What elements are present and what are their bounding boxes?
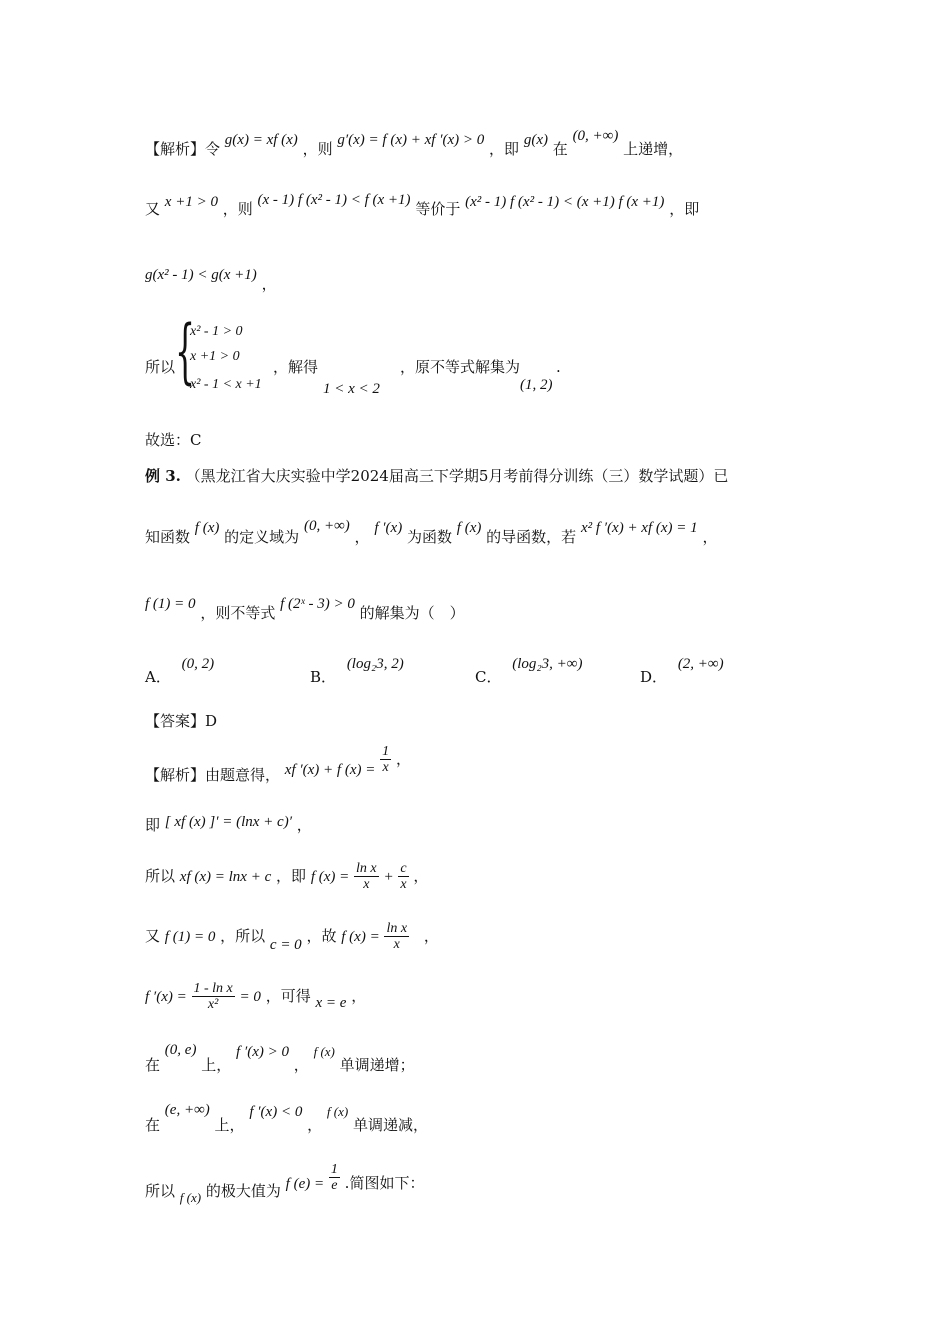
text: ， bbox=[702, 528, 718, 546]
math-g-prime: g′(x) = f (x) + xf ′(x) > 0 bbox=[337, 132, 485, 148]
solution-range: 1 < x < 2 bbox=[323, 381, 380, 397]
fraction bbox=[354, 862, 379, 892]
solution-line-2 bbox=[145, 814, 312, 834]
numerator: ln x bbox=[356, 861, 377, 876]
denominator: x bbox=[400, 877, 407, 892]
math-fprime: f ′(x) < 0 bbox=[249, 1104, 303, 1120]
text: 在 bbox=[145, 1116, 161, 1134]
math-fpx: f ′(x) bbox=[374, 520, 403, 536]
solution-line-7 bbox=[145, 1102, 428, 1134]
denominator: e bbox=[331, 1178, 338, 1193]
text: ， bbox=[423, 927, 439, 945]
example-source: （黑龙江省大庆实验中学2024届高三下学期5月考前得分训练（三）数学试题）已 bbox=[185, 467, 729, 485]
math-fx: f (x) bbox=[179, 1190, 202, 1205]
text: 又 bbox=[145, 200, 161, 218]
option-c[interactable] bbox=[475, 656, 583, 687]
answer-line: 【答案】D bbox=[145, 712, 218, 730]
math-derivative: [ xf (x) ]′ = (lnx + c)′ bbox=[164, 814, 292, 830]
text: 上递增， bbox=[623, 140, 684, 158]
math-inequality: f (2ˣ - 3) > 0 bbox=[280, 596, 355, 612]
plus: + bbox=[383, 869, 394, 885]
option-letter: B． bbox=[310, 668, 337, 686]
math-interval: (0, e) bbox=[164, 1042, 197, 1058]
system-eq-1: x² - 1 > 0 bbox=[190, 324, 243, 339]
solution-line-3 bbox=[145, 862, 428, 902]
numerator: c bbox=[400, 861, 407, 876]
option-d[interactable] bbox=[640, 656, 724, 687]
numerator: 1 bbox=[330, 1162, 338, 1177]
math-lhs: f (x) = bbox=[341, 929, 380, 945]
solution-line-8 bbox=[145, 1163, 424, 1203]
math-fx: f (x) bbox=[313, 1044, 335, 1059]
math-c0: c = 0 bbox=[269, 937, 302, 953]
text: 知函数 bbox=[145, 528, 191, 546]
option-value: (0, 2) bbox=[181, 656, 215, 672]
solution-line-1 bbox=[145, 745, 411, 785]
text: 单调递增； bbox=[339, 1056, 415, 1074]
math-interval: (0, +∞) bbox=[572, 128, 619, 144]
text: ， bbox=[296, 816, 312, 834]
analysis-line-3 bbox=[145, 267, 277, 293]
fraction bbox=[398, 862, 408, 892]
text: 在 bbox=[552, 140, 568, 158]
denominator: x bbox=[382, 760, 389, 775]
text: 上， bbox=[201, 1056, 232, 1074]
numerator: 1 bbox=[382, 744, 390, 759]
solution-line-6 bbox=[145, 1042, 415, 1074]
solution-line-4 bbox=[145, 922, 439, 962]
math-equation: x² f ′(x) + xf (x) = 1 bbox=[580, 520, 698, 536]
text: ，即 bbox=[489, 140, 520, 158]
math-fx: f (x) bbox=[326, 1104, 349, 1119]
text: ，则 bbox=[302, 140, 333, 158]
solution-set: (1, 2) bbox=[520, 377, 553, 393]
system-eq-2: x +1 > 0 bbox=[190, 349, 240, 364]
fraction bbox=[329, 1163, 340, 1193]
math-lhs: xf ′(x) + f (x) = bbox=[284, 762, 376, 778]
text: ，即 bbox=[669, 200, 700, 218]
math-g-def: g(x) = xf (x) bbox=[224, 132, 298, 148]
text: ，解得 bbox=[273, 358, 319, 376]
math-fprime: f ′(x) > 0 bbox=[236, 1044, 289, 1060]
text: ，则不等式 bbox=[200, 604, 276, 622]
option-value: (log₂3, +∞) bbox=[512, 656, 583, 672]
math-fx: f (x) bbox=[194, 520, 220, 536]
fraction bbox=[384, 922, 409, 952]
text: 【解析】由题意得， bbox=[145, 766, 281, 784]
text: 的解集为（ ） bbox=[359, 604, 465, 622]
math-lhs: f ′(x) = bbox=[145, 989, 187, 1005]
math-xe: x = e bbox=[315, 995, 347, 1011]
text: 所以 bbox=[145, 358, 176, 376]
denominator: x² bbox=[207, 997, 219, 1012]
denominator: x bbox=[363, 877, 370, 892]
text: 所以 bbox=[145, 867, 176, 885]
option-letter: D． bbox=[640, 668, 668, 686]
text: ， bbox=[413, 867, 429, 885]
system-eq-3: x² - 1 < x +1 bbox=[190, 377, 262, 392]
text: 在 bbox=[145, 1056, 161, 1074]
example-label: 例 3. bbox=[145, 467, 181, 485]
option-letter: A． bbox=[145, 668, 171, 686]
analysis-line-2 bbox=[145, 192, 700, 218]
text: ， bbox=[261, 275, 277, 293]
math-cond: x +1 > 0 bbox=[164, 194, 218, 210]
text: 所以 bbox=[145, 1182, 176, 1200]
math-gx: g(x) bbox=[523, 132, 548, 148]
denominator: x bbox=[393, 937, 400, 952]
option-value: (log₂3, 2) bbox=[346, 656, 404, 672]
text: 的定义域为 bbox=[224, 528, 300, 546]
text: 又 bbox=[145, 927, 161, 945]
choice-line: 故选：C bbox=[145, 431, 202, 449]
example-3-line-3 bbox=[145, 596, 465, 622]
text: .简图如下： bbox=[344, 1174, 425, 1192]
text: ， bbox=[307, 1116, 323, 1134]
text: 上， bbox=[214, 1116, 245, 1134]
example-3-line-2 bbox=[145, 518, 718, 546]
math-interval: (e, +∞) bbox=[164, 1102, 210, 1118]
option-a[interactable] bbox=[145, 656, 215, 687]
solution-line-5 bbox=[145, 982, 366, 1022]
option-b[interactable] bbox=[310, 656, 404, 687]
option-value: (2, +∞) bbox=[677, 656, 724, 672]
text: ，即 bbox=[276, 867, 307, 885]
text: 的导函数，若 bbox=[486, 528, 577, 546]
fraction bbox=[380, 745, 391, 775]
math-f1: f (1) = 0 bbox=[145, 596, 196, 612]
text: . bbox=[556, 358, 561, 376]
numerator: ln x bbox=[386, 921, 408, 936]
text: ，可得 bbox=[265, 987, 311, 1005]
numerator: 1 - ln x bbox=[193, 981, 233, 996]
math-ineq1: (x - 1) f (x² - 1) < f (x +1) bbox=[257, 192, 411, 208]
math-fx: f (x) bbox=[456, 520, 482, 536]
math-eq: = 0 bbox=[239, 989, 261, 1005]
text: 即 bbox=[145, 816, 161, 834]
text: ， bbox=[395, 750, 411, 768]
text: ， bbox=[293, 1056, 309, 1074]
text: ，所以 bbox=[220, 927, 266, 945]
analysis-label: 【解析】令 bbox=[145, 140, 221, 158]
fraction bbox=[192, 982, 235, 1012]
text: ， bbox=[351, 987, 367, 1005]
text: ， bbox=[354, 528, 370, 546]
text: 等价于 bbox=[415, 200, 461, 218]
system-brace: { bbox=[175, 310, 196, 392]
math-expr: xf (x) = lnx + c bbox=[179, 869, 272, 885]
analysis-line-1 bbox=[145, 128, 684, 158]
text: ，故 bbox=[306, 927, 337, 945]
text: 的极大值为 bbox=[205, 1182, 281, 1200]
text: 单调递减， bbox=[352, 1116, 428, 1134]
math-lhs: f (x) = bbox=[310, 869, 350, 885]
text: ，则 bbox=[222, 200, 253, 218]
example-3-heading bbox=[145, 469, 728, 484]
option-letter: C． bbox=[475, 668, 502, 686]
math-g-ineq: g(x² - 1) < g(x +1) bbox=[145, 267, 257, 283]
math-fe: f (e) = bbox=[285, 1176, 325, 1192]
math-f1: f (1) = 0 bbox=[164, 929, 216, 945]
math-ineq2: (x² - 1) f (x² - 1) < (x +1) f (x +1) bbox=[465, 194, 665, 210]
text: 为函数 bbox=[406, 528, 452, 546]
math-domain: (0, +∞) bbox=[303, 518, 350, 534]
text: ，原不等式解集为 bbox=[400, 358, 521, 376]
